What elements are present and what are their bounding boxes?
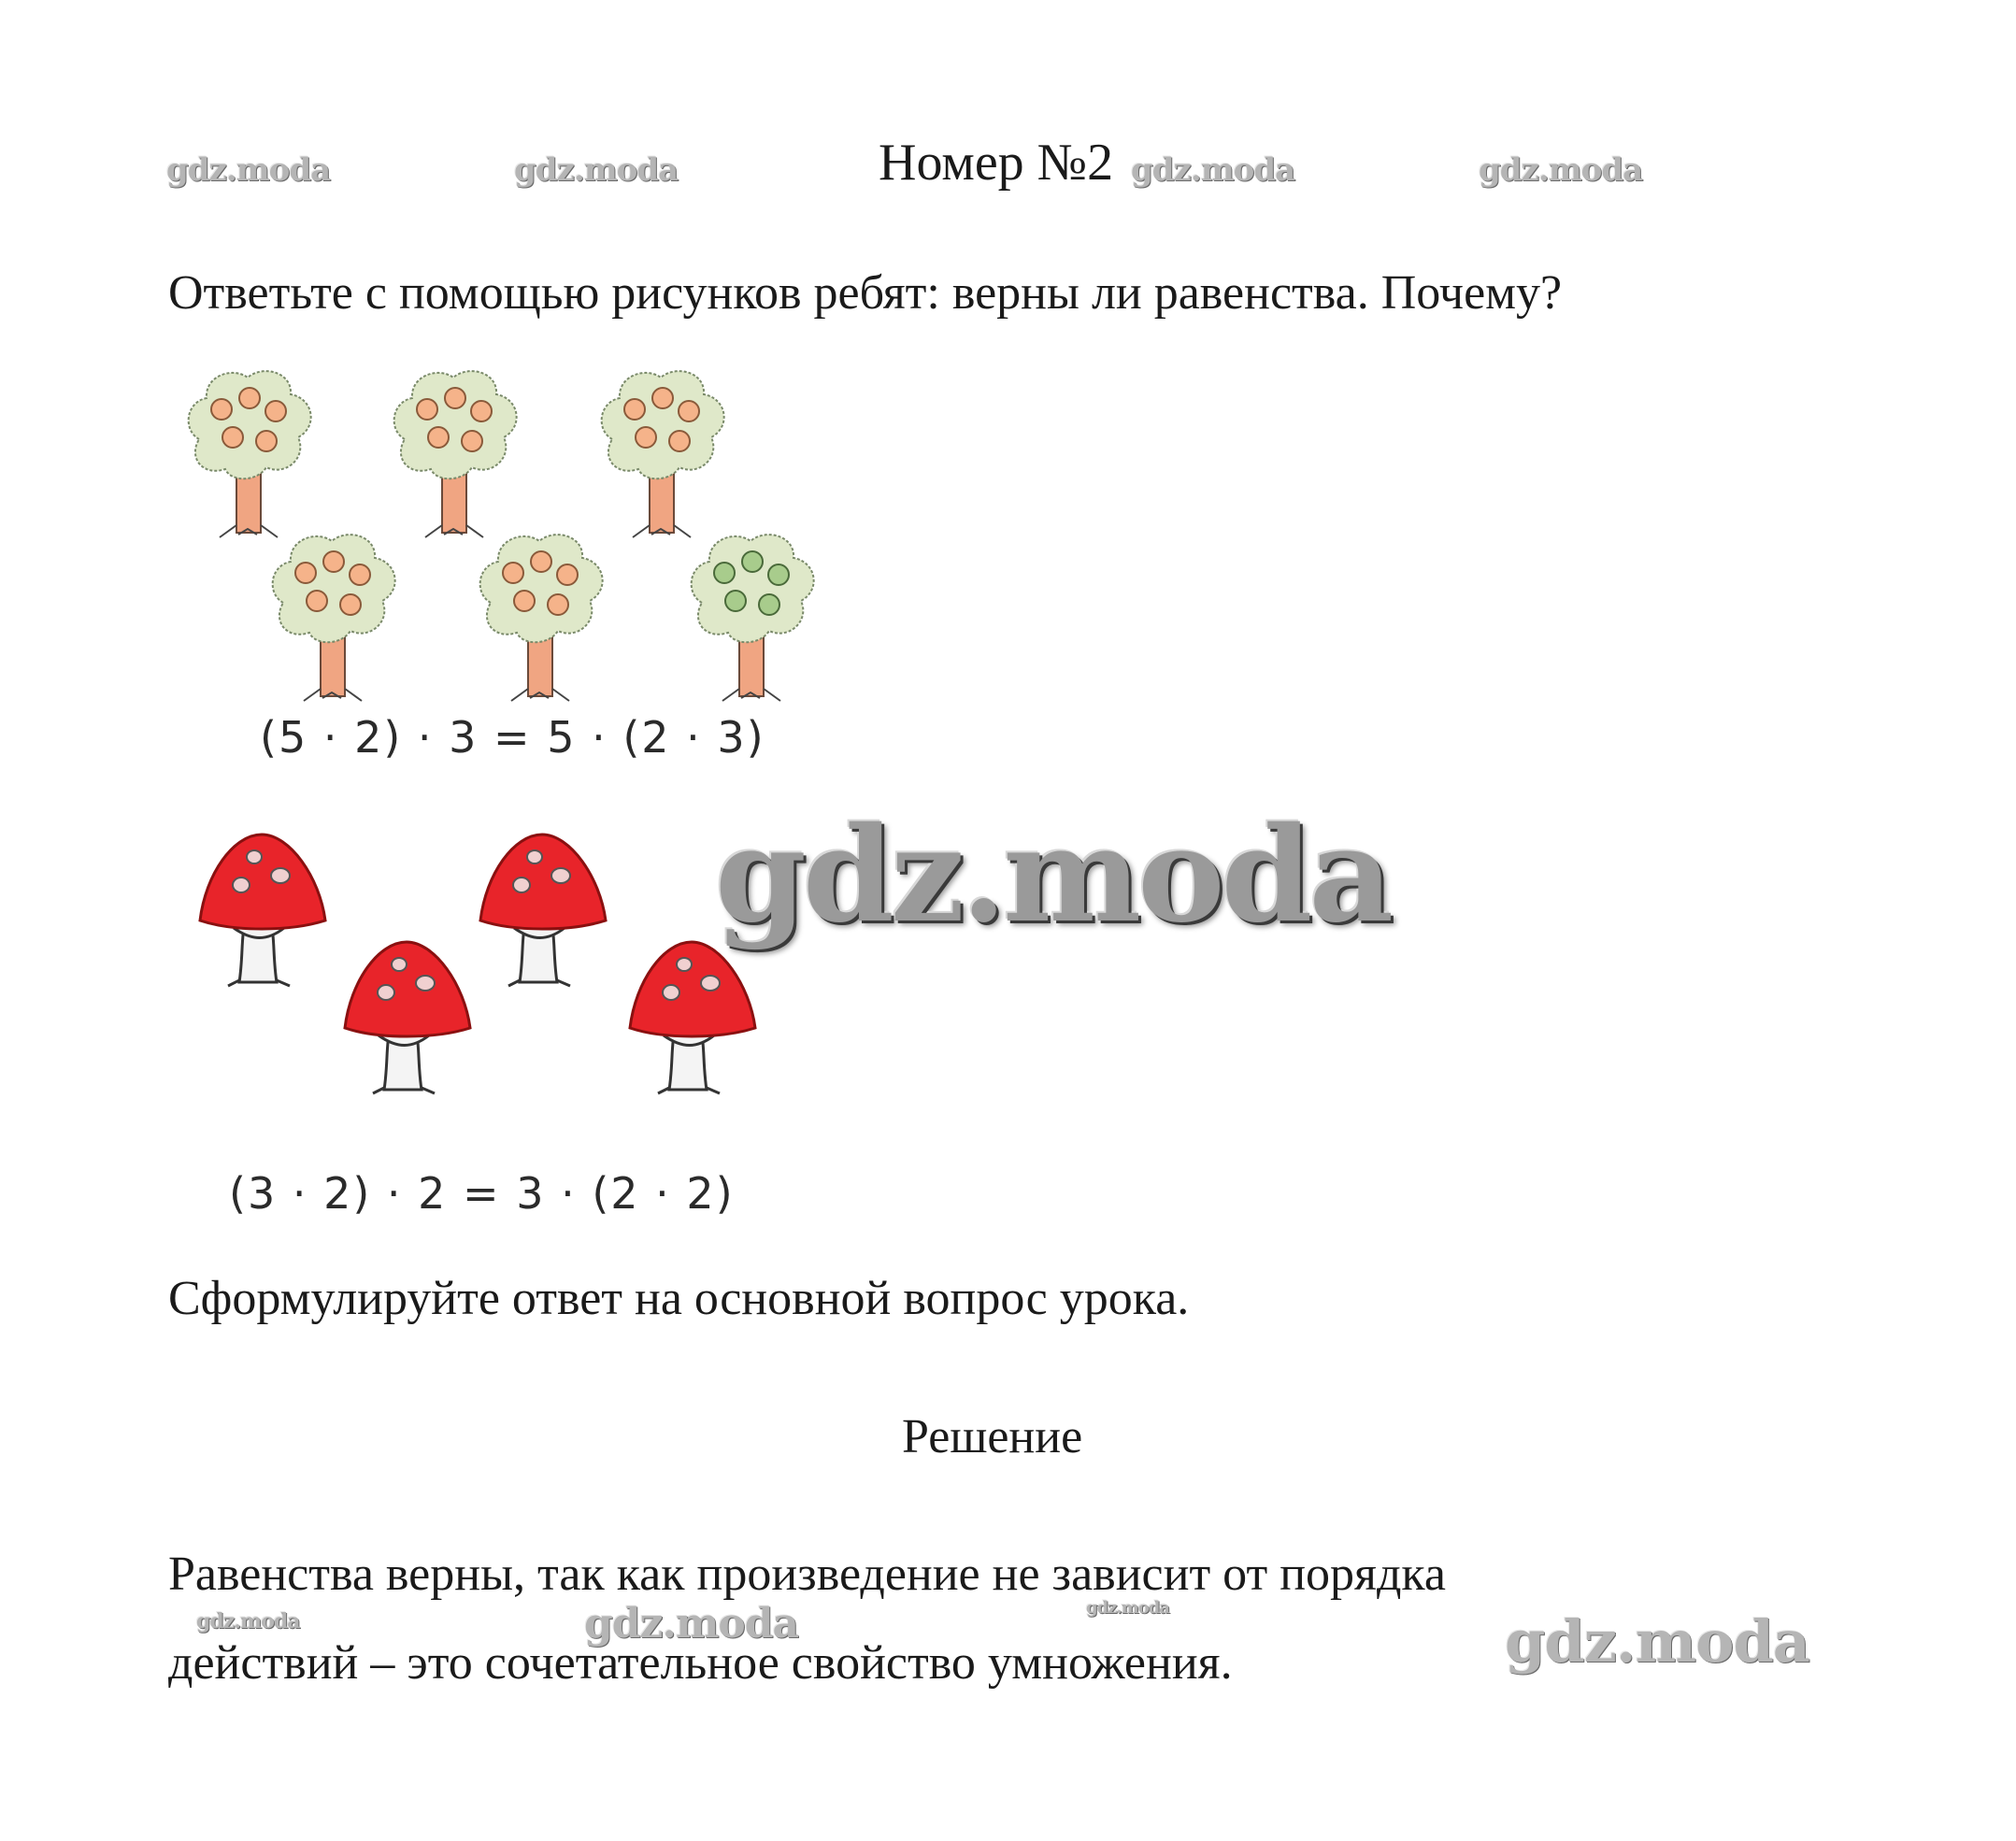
watermark-bottom-small: gdz.moda: [196, 1609, 300, 1634]
apple-tree-icon: [602, 371, 724, 537]
watermark-top-2: gdz.moda: [514, 151, 679, 189]
watermark-bottom-right: gdz.moda: [1505, 1607, 1809, 1676]
watermark-bottom-tiny: gdz.moda: [1086, 1598, 1169, 1618]
apple-tree-icon: [273, 535, 395, 701]
watermark-top-4: gdz.moda: [1479, 151, 1643, 189]
formula-trees: (5 · 2) · 3 = 5 · (2 · 3): [260, 712, 765, 763]
apple-trees-illustration: [173, 346, 865, 710]
watermark-top-3: gdz.moda: [1131, 151, 1295, 189]
solution-heading: Решение: [902, 1410, 1083, 1463]
apple-tree-icon: [480, 535, 603, 701]
mushrooms-illustration: [192, 822, 790, 1140]
solution-line-1: Равенства верны, так как произведение не зависит от порядка: [168, 1548, 1446, 1601]
solution-line-2: действий – это сочетательное свойство умножения.: [168, 1636, 1233, 1690]
apple-tree-icon: [692, 535, 814, 701]
task-question: Ответьте с помощью рисунков ребят: верны ли равенства. Почему?: [168, 266, 1563, 320]
task-instruction: Сформулируйте ответ на основной вопрос урока.: [168, 1272, 1190, 1325]
mushroom-icon: [480, 835, 606, 986]
page-title: Номер №2: [879, 134, 1114, 192]
watermark-bottom-mid: gdz.moda: [584, 1600, 799, 1648]
apple-tree-icon: [189, 371, 311, 537]
mushroom-icon: [200, 835, 325, 986]
watermark-center: gdz.moda: [715, 799, 1391, 952]
mushroom-icon: [345, 942, 470, 1093]
formula-mushrooms: (3 · 2) · 2 = 3 · (2 · 2): [229, 1168, 735, 1219]
apple-tree-icon: [394, 371, 517, 537]
mushroom-icon: [630, 942, 755, 1093]
watermark-top-1: gdz.moda: [166, 151, 331, 189]
